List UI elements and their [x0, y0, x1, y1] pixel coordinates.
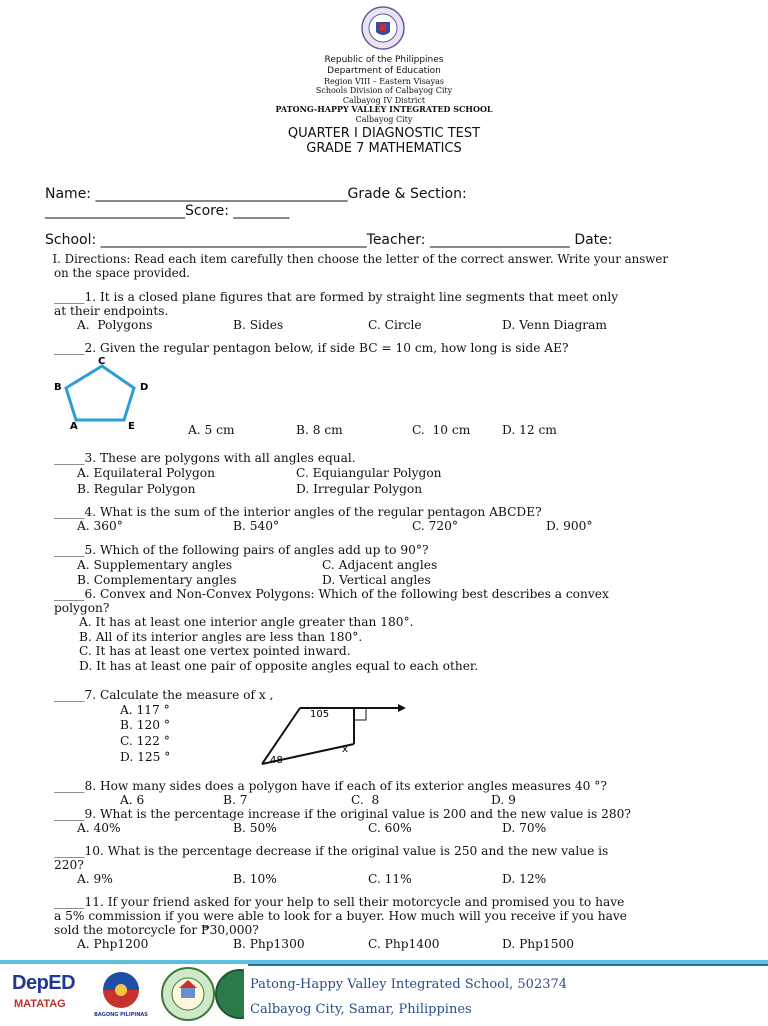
header-line-republic: Republic of the Philippines — [324, 55, 444, 65]
directions-line2: on the space provided. — [54, 266, 191, 280]
q4-option-b[interactable]: B. 540° — [233, 519, 280, 533]
test-title: QUARTER I DIAGNOSTIC TEST — [287, 126, 481, 141]
q9-option-b[interactable]: B. 50% — [233, 821, 277, 835]
q7-option-c[interactable]: C. 122 ° — [120, 734, 170, 748]
question-11-cont2: sold the motorcycle for ₱30,000? — [54, 923, 259, 937]
directions-line1: I. Directions: Read each item carefully then choose the letter of the correct answer. Write your answer — [45, 252, 669, 266]
q3-option-d[interactable]: D. Irregular Polygon — [296, 482, 423, 496]
q8-option-c[interactable]: C. 8 — [351, 793, 380, 807]
q5-option-d[interactable]: D. Vertical angles — [322, 573, 431, 587]
question-3: _____3. These are polygons with all angles equal. — [54, 451, 356, 465]
q5-option-b[interactable]: B. Complementary angles — [77, 573, 237, 587]
question-2: _____2. Given the regular pentagon below, if side BC = 10 cm, how long is side AE? — [54, 341, 569, 355]
q8-option-b[interactable]: B. 7 — [223, 793, 248, 807]
footer-city-address: Calbayog City, Samar, Philippines — [250, 1002, 472, 1017]
q2-option-b[interactable]: B. 8 cm — [296, 423, 343, 437]
deped-seal — [361, 6, 405, 50]
deped-matatag-logo — [12, 970, 92, 1020]
q2-option-d[interactable]: D. 12 cm — [502, 423, 557, 437]
fig-label-48: 48 — [270, 755, 283, 766]
fig-label-x: x — [342, 744, 348, 755]
q4-option-a[interactable]: A. 360° — [77, 519, 123, 533]
question-10: _____10. What is the percentage decrease if the original value is 250 and the new value is — [54, 844, 609, 858]
question-6: _____6. Convex and Non-Convex Polygons: Which of the following best describes a convex — [54, 587, 609, 601]
division-seal — [214, 966, 244, 1022]
question-8: _____8. How many sides does a polygon have if each of its exterior angles measures 40 °? — [54, 779, 607, 793]
q1-option-b[interactable]: B. Sides — [233, 318, 284, 332]
header-line-deped: Department of Education — [327, 66, 441, 76]
q4-option-c[interactable]: C. 720° — [412, 519, 458, 533]
q11-option-c[interactable]: C. Php1400 — [368, 937, 440, 951]
pentagon-label-e: E — [128, 421, 135, 432]
pentagon-label-d: D — [140, 382, 149, 393]
footer-school-address: Patong-Happy Valley Integrated School, 502374 — [250, 977, 568, 992]
test-subtitle: GRADE 7 MATHEMATICS — [306, 141, 462, 156]
header-city: Calbayog City — [355, 115, 413, 124]
q8-option-a[interactable]: A. 6 — [120, 793, 145, 807]
q5-option-a[interactable]: A. Supplementary angles — [77, 558, 233, 572]
angle-figure — [258, 700, 408, 768]
q7-option-a[interactable]: A. 117 ° — [120, 703, 170, 717]
q6-option-a[interactable]: A. It has at least one interior angle greater than 180°. — [79, 615, 414, 629]
q11-option-d[interactable]: D. Php1500 — [502, 937, 574, 951]
q10-option-b[interactable]: B. 10% — [233, 872, 277, 886]
name-grade-field[interactable]: Name: ____________________________________Grade & Section: — [45, 186, 467, 202]
bagong-pilipinas-text: BAGONG PILIPINAS — [94, 1012, 148, 1018]
question-11-cont: a 5% commission if you were able to look for a buyer. How much will you receive if you have — [54, 909, 628, 923]
q10-option-a[interactable]: A. 9% — [77, 872, 113, 886]
matatag-logo-text: MATATAG — [14, 998, 66, 1010]
q6-option-d[interactable]: D. It has at least one pair of opposite angles equal to each other. — [79, 659, 479, 673]
score-field[interactable]: ____________________Score: ________ — [45, 203, 290, 219]
q1-option-a[interactable]: A. Polygons — [77, 318, 153, 332]
question-9: _____9. What is the percentage increase if the original value is 200 and the new value is 280? — [54, 807, 631, 821]
pentagon-label-a: A — [70, 421, 78, 432]
q4-option-d[interactable]: D. 900° — [546, 519, 593, 533]
question-1-cont: at their endpoints. — [54, 304, 169, 318]
q5-option-c[interactable]: C. Adjacent angles — [322, 558, 438, 572]
fig-label-105: 105 — [310, 709, 330, 720]
header-line-region: Region VIII – Eastern Visayas — [324, 77, 444, 86]
q9-option-c[interactable]: C. 60% — [368, 821, 412, 835]
question-4: _____4. What is the sum of the interior angles of the regular pentagon ABCDE? — [54, 505, 542, 519]
question-5: _____5. Which of the following pairs of angles add up to 90°? — [54, 543, 429, 557]
question-1: _____1. It is a closed plane figures that are formed by straight line segments that meet only — [54, 290, 619, 304]
question-10-cont: 220? — [54, 858, 84, 872]
q9-option-a[interactable]: A. 40% — [77, 821, 121, 835]
q1-option-c[interactable]: C. Circle — [368, 318, 422, 332]
question-6-cont: polygon? — [54, 601, 110, 615]
footer-accent-line — [248, 964, 768, 966]
school-teacher-date-field[interactable]: School: ______________________________________Teacher: ____________________ Date: — [45, 232, 613, 248]
pentagon-label-c: C — [98, 356, 106, 367]
q6-option-c[interactable]: C. It has at least one vertex pointed inward. — [79, 644, 351, 658]
q10-option-c[interactable]: C. 11% — [368, 872, 412, 886]
q8-option-d[interactable]: D. 9 — [491, 793, 516, 807]
q11-option-a[interactable]: A. Php1200 — [77, 937, 149, 951]
q11-option-b[interactable]: B. Php1300 — [233, 937, 305, 951]
bagong-pilipinas-logo — [92, 968, 150, 1022]
q7-option-d[interactable]: D. 125 ° — [120, 750, 171, 764]
q2-option-a[interactable]: A. 5 cm — [188, 423, 235, 437]
q9-option-d[interactable]: D. 70% — [502, 821, 547, 835]
q3-option-c[interactable]: C. Equiangular Polygon — [296, 466, 442, 480]
header-school-name: PATONG-HAPPY VALLEY INTEGRATED SCHOOL — [275, 104, 493, 114]
header-line-division: Schools Division of Calbayog City — [315, 86, 453, 95]
pentagon-label-b: B — [54, 382, 62, 393]
q7-option-b[interactable]: B. 120 ° — [120, 718, 170, 732]
q3-option-b[interactable]: B. Regular Polygon — [77, 482, 196, 496]
q10-option-d[interactable]: D. 12% — [502, 872, 547, 886]
q1-option-d[interactable]: D. Venn Diagram — [502, 318, 607, 332]
pentagon-figure — [52, 354, 156, 432]
q2-option-c[interactable]: C. 10 cm — [412, 423, 471, 437]
q6-option-b[interactable]: B. All of its interior angles are less than 180°. — [79, 630, 363, 644]
question-11: _____11. If your friend asked for your help to sell their motorcycle and promised you to have — [54, 895, 625, 909]
header-line-district: Calbayog IV District — [342, 96, 426, 105]
question-7: _____7. Calculate the measure of x , — [54, 688, 274, 702]
deped-logo-text: DepED — [12, 972, 76, 994]
q3-option-a[interactable]: A. Equilateral Polygon — [77, 466, 215, 480]
school-seal — [160, 966, 216, 1022]
